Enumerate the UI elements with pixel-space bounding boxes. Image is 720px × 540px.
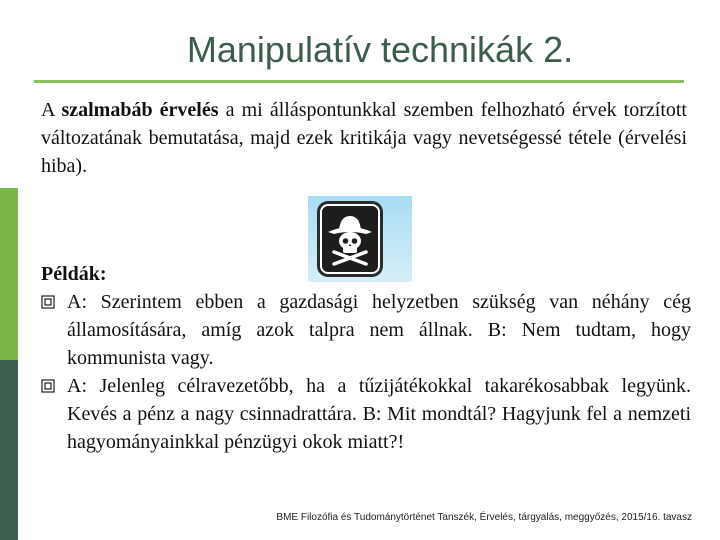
side-bar-accent bbox=[0, 188, 18, 360]
example-text: A: Szerintem ebben a gazdasági helyzetben szükség van néhány cég államosítására, amíg azok talpra nem állnak. B: Nem tudtam, hogy kommunista vagy. bbox=[67, 291, 691, 369]
side-bar-bottom bbox=[0, 360, 18, 540]
title-divider bbox=[34, 80, 684, 83]
intro-lead: A bbox=[41, 99, 62, 121]
intro-term: szalmabáb érvelés bbox=[61, 99, 219, 121]
intro-paragraph bbox=[41, 96, 687, 180]
examples-heading: Példák: bbox=[41, 263, 107, 285]
list-item bbox=[41, 288, 691, 372]
intro-text: a mi álláspontunkkal szemben felhozható érvek torzított változatának bemutatása, majd ezek kritikája vagy nevetségessé tétele (érvelési hiba). bbox=[41, 99, 687, 177]
slide-footer: BME Filozófia és Tudománytörténet Tanszék, Érvelés, tárgyalás, meggyőzés, 2015/16. tavasz bbox=[276, 512, 692, 523]
examples-section bbox=[41, 260, 691, 456]
square-bullet-icon bbox=[41, 295, 55, 309]
slide-title: Manipulatív technikák 2. bbox=[186, 29, 574, 70]
list-item bbox=[41, 372, 691, 456]
side-bar-top bbox=[0, 0, 18, 188]
example-text: A: Jelenleg célravezetőbb, ha a tűzijátékokkal takarékosabbak legyünk. Kevés a pénz a nagy csinnadrattára. B: Mit mondtál? Hagyjunk fel a nemzeti hagyományainkkal pénzügyi okok miatt?! bbox=[67, 375, 691, 453]
square-bullet-icon bbox=[41, 379, 55, 393]
